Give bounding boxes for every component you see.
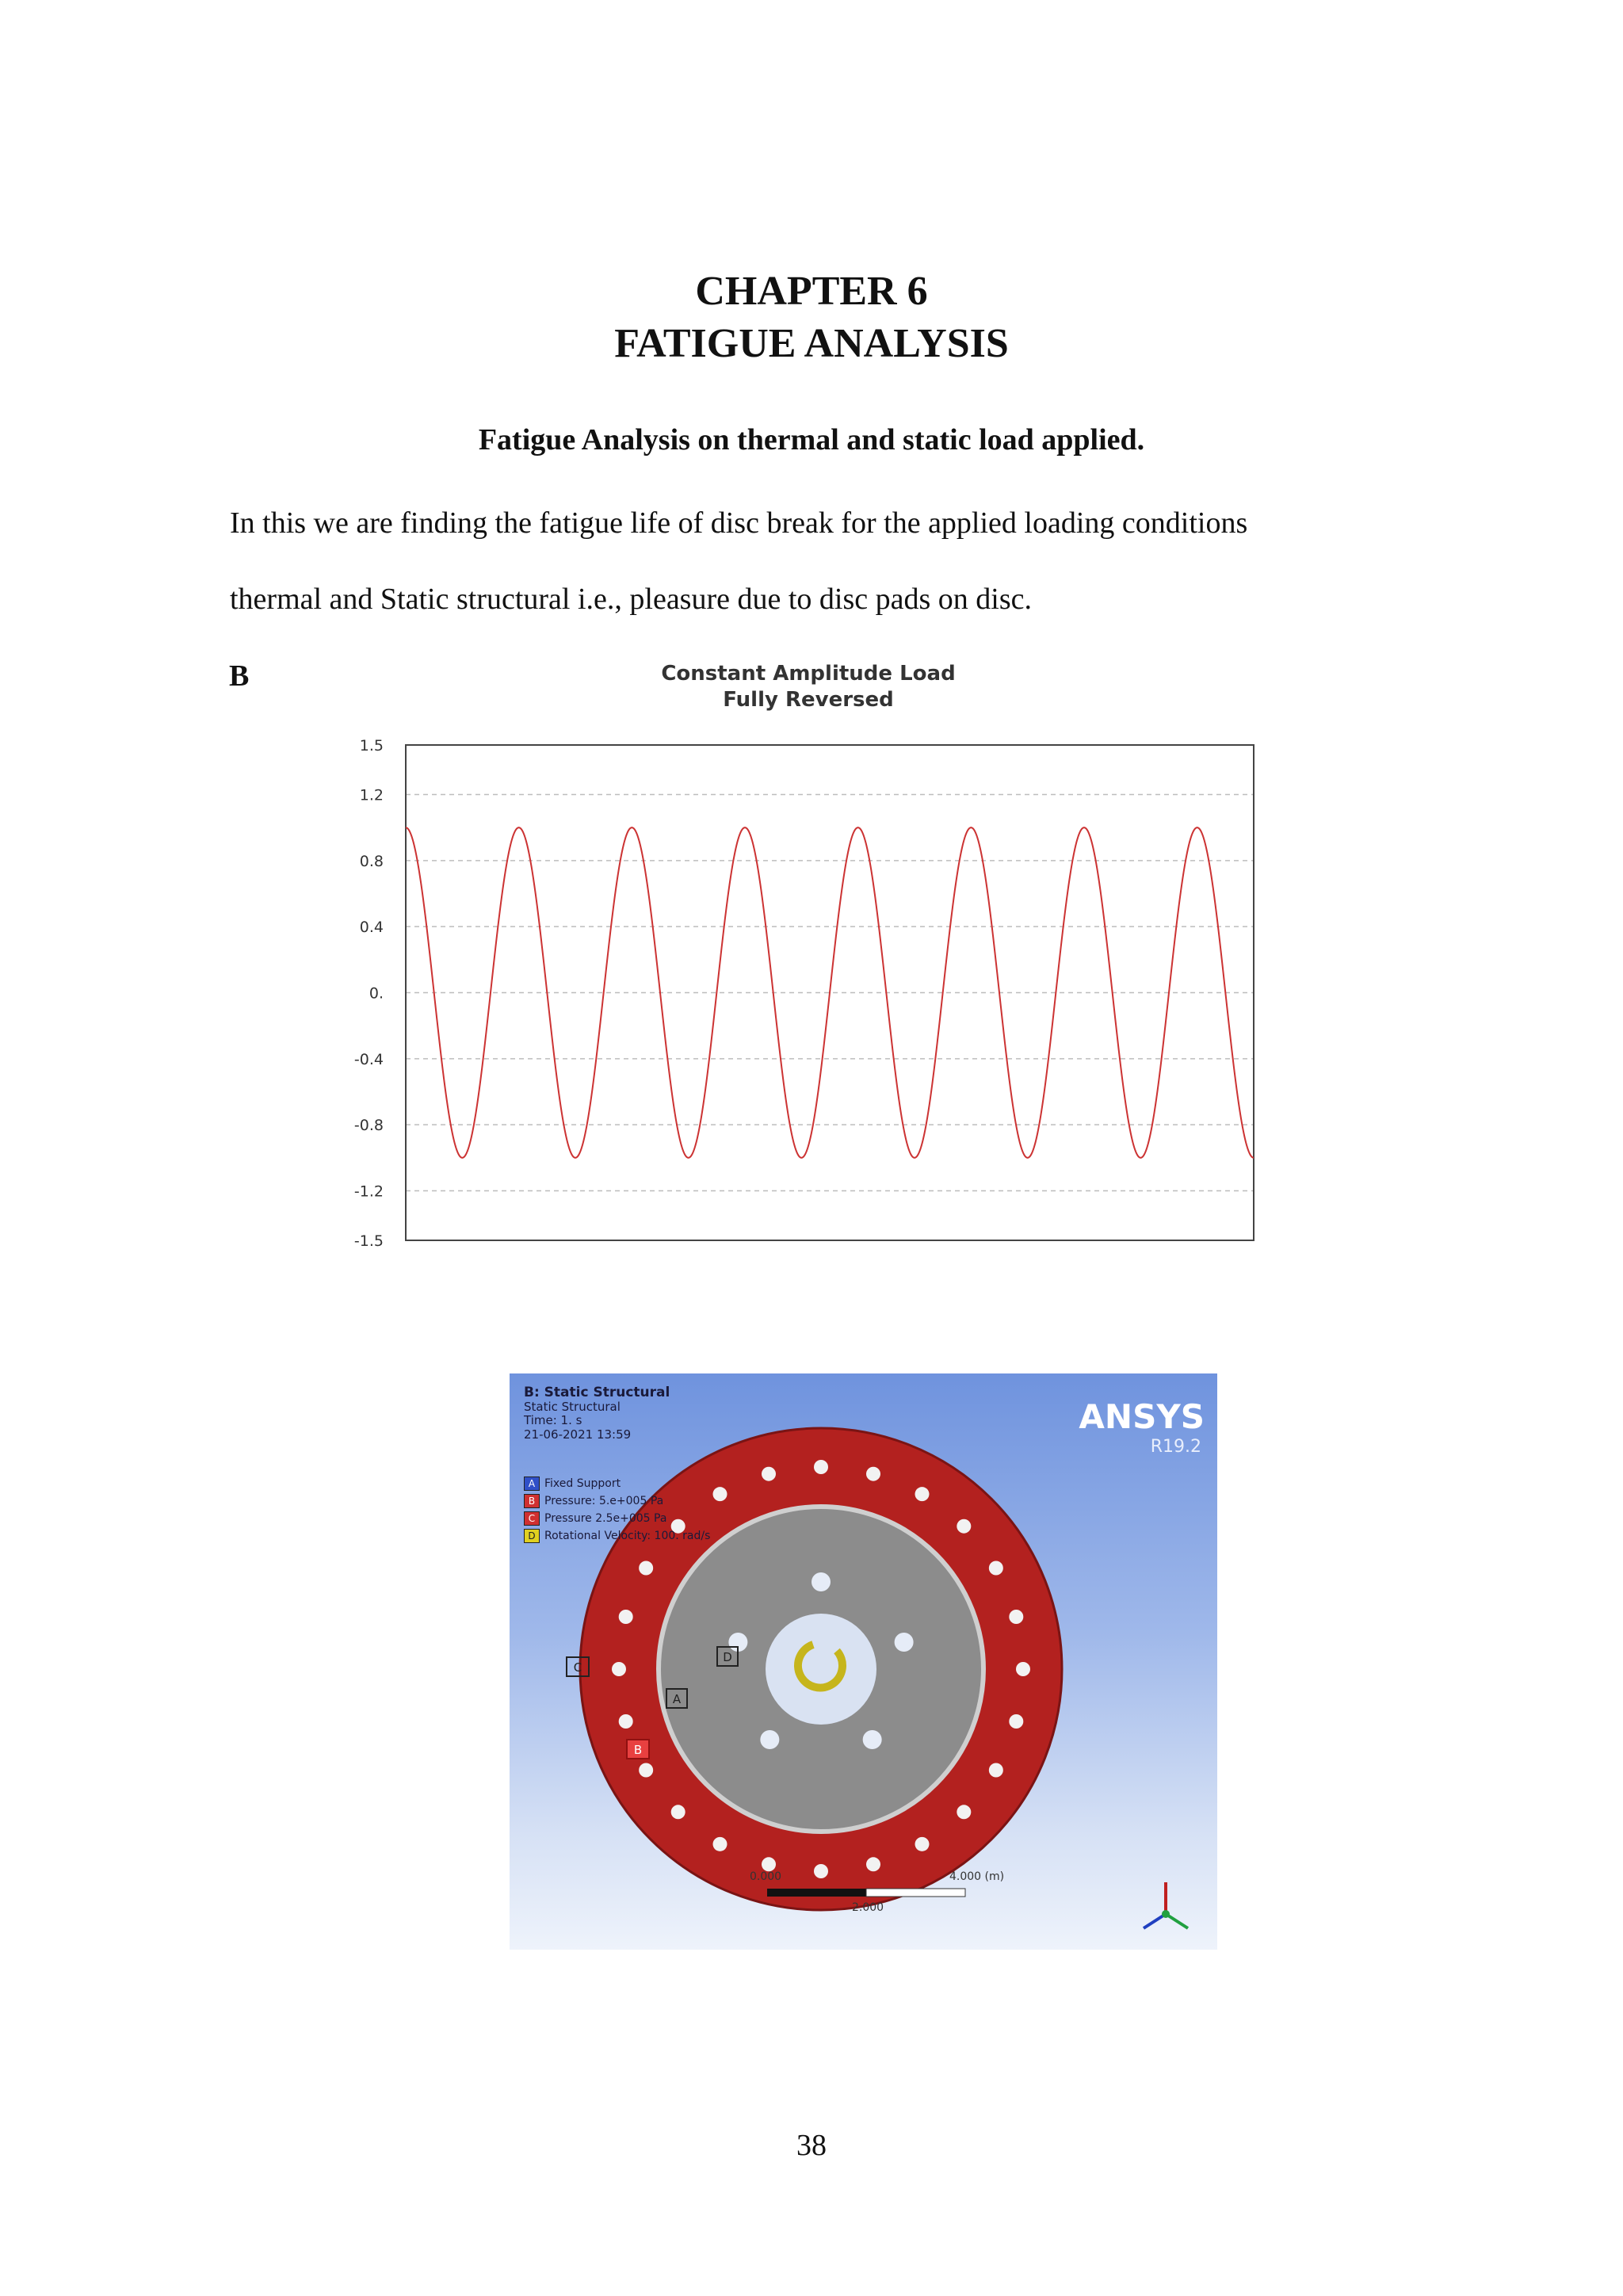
outer-hole [762,1857,776,1871]
hub-bolt-hole [760,1730,779,1749]
outer-hole [915,1487,930,1501]
y-axis-ticks [354,737,384,1250]
page-number: 38 [796,2129,827,2162]
outer-hole [612,1662,626,1676]
y-tick-label: 0.4 [359,919,384,937]
ansys-date: 21-06-2021 13:59 [524,1427,632,1442]
ansys-logo: ANSYS [1079,1397,1205,1436]
ansys-static-structural-figure [510,1373,1217,1950]
outer-hole [866,1467,880,1481]
y-tick-label: -1.2 [353,1182,384,1201]
brake-disc-model [510,1373,1217,1950]
svg-text:A: A [672,1692,682,1706]
legend-item-d: D Rotational Velocity: 100. rad/s [524,1529,710,1543]
outer-hole [1009,1714,1023,1729]
ansys-version: R19.2 [1150,1437,1201,1457]
svg-text:B: B [633,1743,643,1757]
outer-hole [671,1805,685,1819]
outer-hole [989,1561,1003,1576]
constant-amplitude-load-chart [333,656,1284,1266]
outer-hole [1016,1662,1030,1676]
outer-hole [1009,1610,1023,1624]
chapter-title: FATIGUE ANALYSIS [614,321,1009,366]
svg-text:C: C [573,1660,582,1675]
chart-subtitle: Fully Reversed [723,688,894,712]
outer-hole [866,1857,880,1871]
outer-hole [957,1519,971,1534]
y-tick-label: 1.5 [359,737,384,755]
ansys-time: Time: 1. s [524,1413,582,1427]
y-tick-label: 0.8 [359,852,384,870]
svg-text:D: D [723,1650,732,1664]
scale-mid-label: 2.000 [852,1901,884,1914]
y-tick-label: -0.8 [353,1117,384,1135]
outer-hole [639,1763,653,1778]
paragraph-line-1: In this we are finding the fatigue life of disc break for the applied loading conditions [230,506,1248,540]
chapter-number: CHAPTER 6 [695,269,928,314]
y-tick-label: -0.4 [353,1050,384,1068]
scale-bar [767,1889,965,1897]
outer-hole [814,1460,828,1474]
y-tick-label: 1.2 [359,786,384,804]
figure-label: B [229,659,250,693]
chart-title: Constant Amplitude Load [661,662,956,686]
scale-end-label: 4.000 (m) [949,1870,1005,1883]
outer-hole [619,1610,633,1624]
ansys-analysis-title: B: Static Structural [524,1385,670,1400]
outer-hole [762,1467,776,1481]
paragraph-line-2: thermal and Static structural i.e., pleasure due to disc pads on disc. [230,583,1032,616]
axis-triad [1144,1882,1188,1928]
outer-hole [713,1487,727,1501]
outer-hole [639,1561,653,1576]
outer-hole [957,1805,971,1819]
y-tick-label: -1.5 [353,1232,384,1250]
hub-bolt-hole [812,1572,831,1591]
hub-bolt-hole [863,1730,882,1749]
y-tick-label: 0. [369,984,384,1003]
hub-bolt-hole [895,1633,914,1652]
outer-hole [915,1837,930,1851]
marker-b [627,1740,649,1759]
legend-item-a: A Fixed Support [524,1477,621,1491]
legend-item-c: C Pressure 2.5e+005 Pa [524,1511,666,1526]
ansys-analysis-subtitle: Static Structural [524,1400,621,1414]
scale-start-label: 0.000 [750,1870,782,1883]
outer-hole [713,1837,727,1851]
disc-center-bore [766,1614,876,1725]
section-title: Fatigue Analysis on thermal and static load applied. [478,423,1145,457]
outer-hole [814,1864,828,1878]
load-series-line [406,827,1254,1158]
outer-hole [619,1714,633,1729]
outer-hole [989,1763,1003,1778]
legend-item-b: B Pressure: 5.e+005 Pa [524,1494,663,1508]
